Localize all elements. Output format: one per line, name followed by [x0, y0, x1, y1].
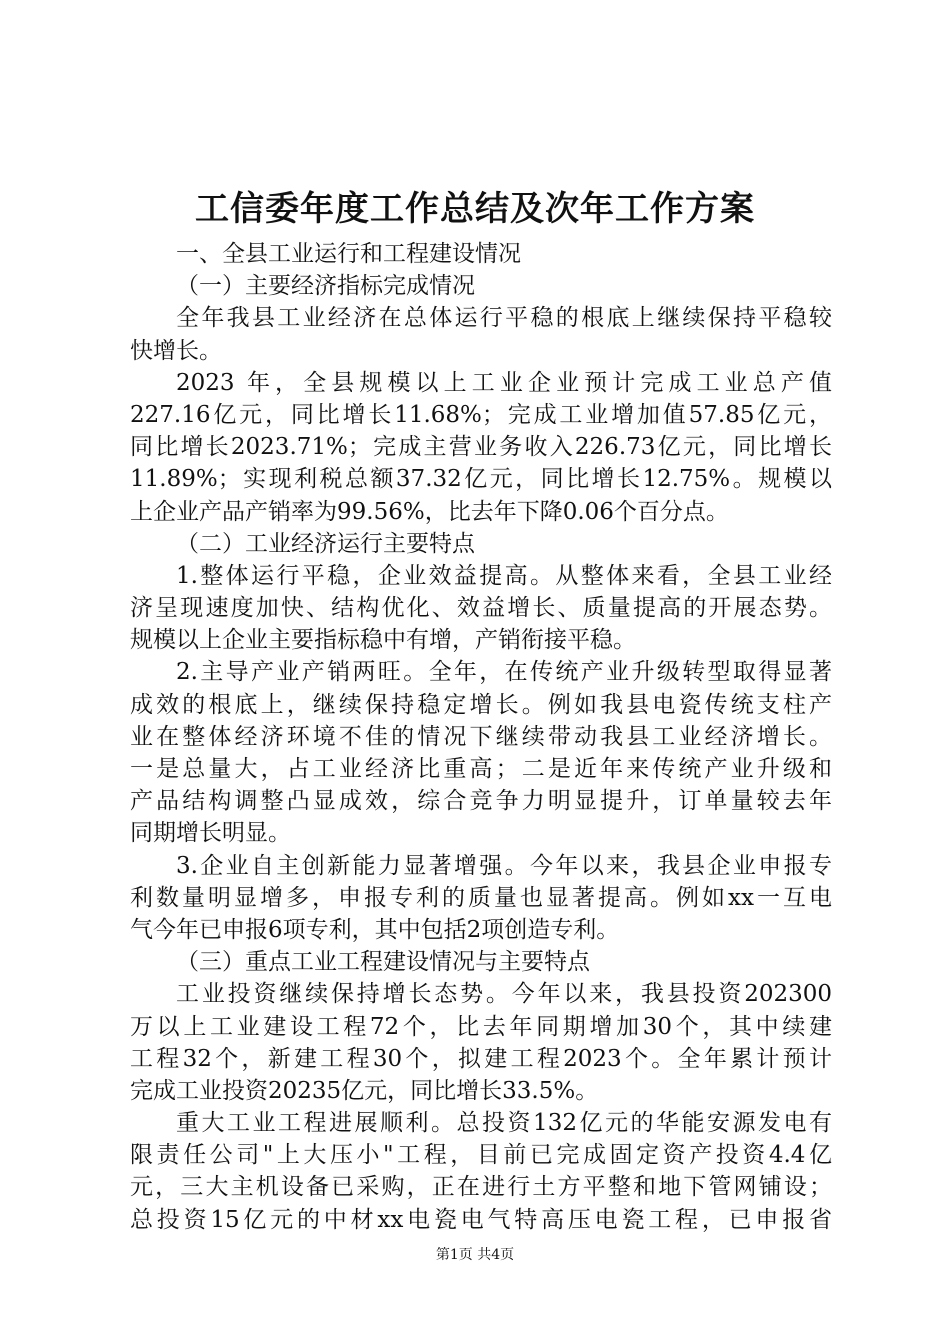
text-line: 完成工业投资20235亿元，同比增长33.5%。	[130, 1077, 599, 1104]
text-line: 济呈现速度加快、结构优化、效益增长、质量提高的开展态势。	[130, 595, 832, 622]
text-line: 规模以上企业主要指标稳中有增，产销衔接平稳。	[130, 627, 636, 654]
document-title: 工信委年度工作总结及次年工作方案	[195, 189, 755, 229]
text-line: 产品结构调整凸显成效，综合竞争力明显提升，订单量较去年	[130, 788, 832, 815]
text-line: 成效的根底上，继续保持稳定增长。例如我县电瓷传统支柱产	[130, 691, 832, 718]
text-line: 业在整体经济环境不佳的情况下继续带动我县工业经济增长。	[130, 723, 832, 750]
text-line: 工业投资继续保持增长态势。今年以来，我县投资202300	[176, 981, 832, 1008]
text-line: 快增长。	[130, 337, 222, 364]
text-line: 万以上工业建设工程72个，比去年同期增加30个，其中续建	[130, 1013, 832, 1040]
text-line: 2.主导产业产销两旺。全年，在传统产业升级转型取得显著	[176, 659, 832, 686]
text-line: 重大工业工程进展顺利。总投资132亿元的华能安源发电有	[176, 1110, 832, 1137]
text-line: 利数量明显增多，申报专利的质量也显著提高。例如xx一互电	[130, 884, 832, 911]
text-line: 1.整体运行平稳，企业效益提高。从整体来看，全县工业经	[176, 562, 832, 589]
text-line: （一）主要经济指标完成情况	[176, 273, 475, 300]
text-line: 3.企业自主创新能力显著增强。今年以来，我县企业申报专	[176, 852, 832, 879]
text-line: 总投资15亿元的中材xx电瓷电气特高压电瓷工程，已申报省	[130, 1206, 832, 1233]
text-line: 一是总量大，占工业经济比重高；二是近年来传统产业升级和	[130, 756, 832, 782]
text-line: 同比增长2023.71%；完成主营业务收入226.73亿元，同比增长	[130, 434, 832, 461]
text-line: （三）重点工业工程建设情况与主要特点	[176, 949, 590, 976]
page-footer: 第1页 共4页	[435, 1247, 515, 1263]
text-line: 元，三大主机设备已采购，正在进行土方平整和地下管网铺设；	[130, 1174, 832, 1201]
text-line: 上企业产品产销率为99.56%，比去年下降0.06个百分点。	[130, 498, 729, 525]
text-line: 2023 年，全县规模以上工业企业预计完成工业总产值	[176, 369, 832, 396]
text-line: 同期增长明显。	[130, 820, 291, 847]
text-line: 全年我县工业经济在总体运行平稳的根底上继续保持平稳较	[176, 305, 832, 332]
text-line: 227.16亿元，同比增长11.68%；完成工业增加值57.85亿元，	[130, 401, 832, 428]
text-line: 11.89%；实现利税总额37.32亿元，同比增长12.75%。规模以	[130, 466, 832, 493]
text-line: （二）工业经济运行主要特点	[176, 530, 475, 557]
document-body	[130, 238, 832, 1236]
text-line: 气今年已申报6项专利，其中包括2项创造专利。	[130, 916, 620, 943]
text-line: 一、全县工业运行和工程建设情况	[176, 241, 521, 267]
text-line: 工程32个，新建工程30个，拟建工程2023个。全年累计预计	[130, 1045, 832, 1072]
text-line: 限责任公司"上大压小"工程，目前已完成固定资产投资4.4亿	[130, 1142, 832, 1169]
